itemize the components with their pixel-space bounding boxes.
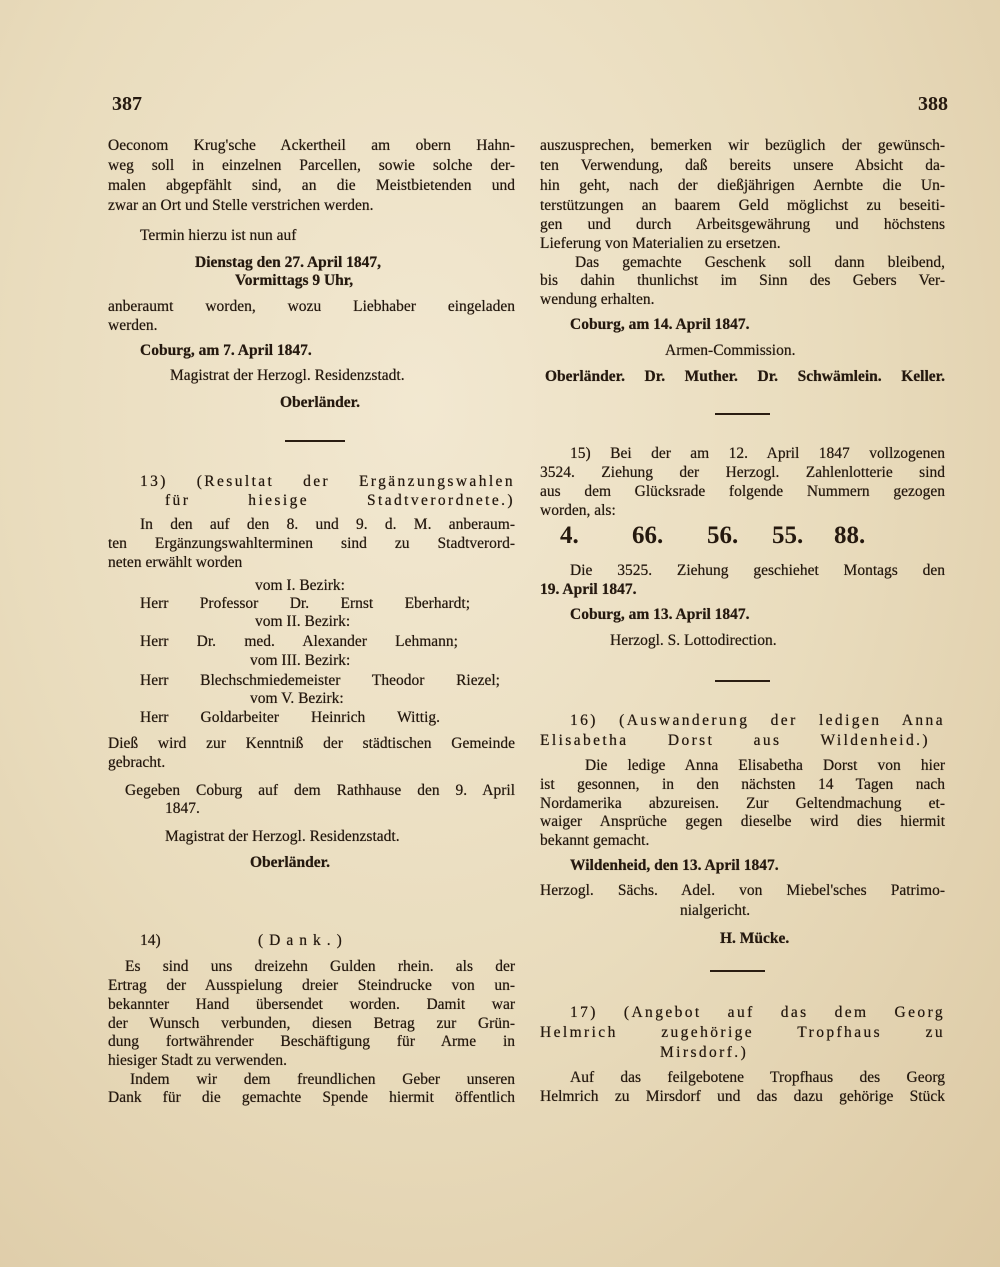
- section-number: 14): [140, 932, 161, 949]
- notice-text-line: bekannt gemacht.: [540, 832, 650, 849]
- issuer-line: nialgericht.: [680, 902, 751, 919]
- notice-text-line: bekannter Hand übersendet worden. Damit war: [108, 996, 515, 1013]
- section-heading: 13) (Resultat der Ergänzungswahlen: [140, 473, 515, 490]
- dateline: 1847.: [165, 800, 200, 817]
- notice-text-line: dung fortwährender Beschäftigung für Arme in: [108, 1033, 515, 1050]
- elected-member: Herr Dr. med. Alexander Lehmann;: [140, 633, 458, 650]
- elected-member: Herr Goldarbeiter Heinrich Wittig.: [140, 709, 440, 726]
- section-heading: 15) Bei der am 12. April 1847 vollzogenen: [570, 445, 945, 462]
- notice-text-line: Die ledige Anna Elisabetha Dorst von hier: [585, 757, 945, 774]
- section-heading: 17) (Angebot auf das dem Georg: [570, 1004, 945, 1021]
- signature: H. Mücke.: [720, 930, 790, 947]
- notice-text-line: Helmrich zu Mirsdorf und das dazu gehörige Stück: [540, 1088, 945, 1105]
- notice-text-line: Es sind uns dreizehn Gulden rhein. als der: [125, 958, 515, 975]
- district-label: vom V. Bezirk:: [250, 690, 344, 707]
- signature: Oberländer.: [280, 394, 360, 411]
- issuer-line: Magistrat der Herzogl. Residenzstadt.: [165, 828, 400, 845]
- notice-text-line: worden, als:: [540, 502, 616, 519]
- notice-text-line: bis dahin thunlichst im Sinn des Gebers Ver-: [540, 272, 945, 289]
- notice-text-line: ten Verwendung, daß bereits unsere Absicht da-: [540, 157, 945, 174]
- notice-text-line: anberaumt worden, wozu Liebhaber eingeladen: [108, 298, 515, 315]
- notice-text-line: weg soll in einzelnen Parcellen, sowie solche der-: [108, 157, 515, 174]
- lottery-number: 55.: [772, 522, 804, 549]
- notice-text-line: Die 3525. Ziehung geschiehet Montags den: [570, 562, 945, 579]
- section-heading: Helmrich zugehörige Tropfhaus zu: [540, 1024, 945, 1041]
- section-separator: [715, 680, 770, 682]
- notice-text-line: Lieferung von Materialien zu ersetzen.: [540, 235, 781, 252]
- section-separator: [285, 440, 345, 442]
- signature: Oberländer.: [250, 854, 330, 871]
- notice-text-line: der Wunsch verbunden, diesen Betrag zur Grün-: [108, 1015, 515, 1032]
- section-heading: für hiesige Stadtverordnete.): [165, 492, 515, 509]
- notice-text-line: 3524. Ziehung der Herzogl. Zahlenlotterie sind: [540, 464, 945, 481]
- section-heading: 16) (Auswanderung der ledigen Anna: [570, 712, 945, 729]
- notice-text-line: waiger Ansprüche gegen dieselbe wird dies hiermit: [540, 813, 945, 830]
- dateline: Coburg, am 14. April 1847.: [570, 316, 750, 333]
- notice-text-line: Indem wir dem freundlichen Geber unseren: [130, 1071, 515, 1088]
- lottery-number: 66.: [632, 522, 664, 549]
- notice-text-line: auszusprechen, bemerken wir bezüglich der gewünsch-: [540, 137, 945, 154]
- notice-text-line: werden.: [108, 317, 158, 334]
- section-separator: [710, 970, 765, 972]
- section-separator: [715, 413, 770, 415]
- notice-text-line: In den auf den 8. und 9. d. M. anberaum-: [140, 516, 515, 533]
- issuer-line: Armen-Commission.: [665, 342, 796, 359]
- section-heading: (Dank.): [258, 932, 348, 949]
- notice-text-line: terstützungen an baarem Geld möglichst zu beseiti-: [540, 197, 945, 214]
- district-label: vom I. Bezirk:: [255, 577, 345, 594]
- appointment-date: Dienstag den 27. April 1847,: [195, 254, 382, 271]
- appointment-time: Vormittags 9 Uhr,: [235, 272, 354, 289]
- issuer-line: Herzogl. Sächs. Adel. von Miebel'sches Patrimo-: [540, 882, 945, 899]
- notice-text-line: Das gemachte Geschenk soll dann bleibend,: [575, 254, 945, 271]
- notice-text-line: neten erwählt worden: [108, 554, 243, 571]
- lottery-number: 56.: [707, 522, 739, 549]
- page-number-left: 387: [112, 93, 142, 115]
- notice-text-line: Dank für die gemachte Spende hiermit öffentlich: [108, 1089, 515, 1106]
- notice-text-line: hiesiger Stadt zu verwenden.: [108, 1052, 288, 1069]
- notice-text-line: Termin hierzu ist nun auf: [140, 227, 297, 244]
- district-label: vom II. Bezirk:: [255, 613, 351, 630]
- dateline: Gegeben Coburg auf dem Rathhause den 9. April: [125, 782, 515, 799]
- notice-text-line: gen und durch Arbeitsgewährung und höchstens: [540, 216, 945, 233]
- notice-text-line: ten Ergänzungswahlterminen sind zu Stadtverord-: [108, 535, 515, 552]
- notice-text-line: Nordamerika abzureisen. Zur Geltendmachung et-: [540, 795, 945, 812]
- notice-text-line: ist gesonnen, in den nächsten 14 Tagen nach: [540, 776, 945, 793]
- dateline: Coburg, am 7. April 1847.: [140, 342, 312, 359]
- notice-text-line: gebracht.: [108, 754, 166, 771]
- notice-text-line: 19. April 1847.: [540, 581, 637, 598]
- dateline: Wildenheid, den 13. April 1847.: [570, 857, 779, 874]
- dateline: Coburg, am 13. April 1847.: [570, 606, 750, 623]
- notice-text-line: Dieß wird zur Kenntniß der städtischen Gemeinde: [108, 735, 515, 752]
- notice-text-line: wendung erhalten.: [540, 291, 655, 308]
- notice-text-line: hin geht, nach der dießjährigen Aernbte die Un-: [540, 177, 945, 194]
- issuer-line: Herzogl. S. Lottodirection.: [610, 632, 777, 649]
- district-label: vom III. Bezirk:: [250, 652, 351, 669]
- elected-member: Herr Blechschmiedemeister Theodor Riezel;: [140, 672, 500, 689]
- page-number-right: 388: [918, 93, 948, 115]
- section-heading: Mirsdorf.): [660, 1044, 749, 1061]
- notice-text-line: Ertrag der Ausspielung dreier Steindrucke von un-: [108, 977, 515, 994]
- issuer-line: Magistrat der Herzogl. Residenzstadt.: [170, 367, 405, 384]
- notice-text-line: aus dem Glücksrade folgende Nummern gezogen: [540, 483, 945, 500]
- signature: Oberländer. Dr. Muther. Dr. Schwämlein. Keller.: [545, 368, 945, 385]
- notice-text-line: Auf das feilgebotene Tropfhaus des Georg: [570, 1069, 945, 1086]
- lottery-number: 4.: [560, 522, 579, 549]
- notice-text-line: malen abgepfählt sind, an die Meistbietenden und: [108, 177, 515, 194]
- lottery-number: 88.: [834, 522, 866, 549]
- elected-member: Herr Professor Dr. Ernst Eberhardt;: [140, 595, 470, 612]
- notice-text-line: Oeconom Krug'sche Ackertheil am obern Hahn-: [108, 137, 515, 154]
- notice-text-line: zwar an Ort und Stelle verstrichen werden.: [108, 197, 374, 214]
- section-heading: Elisabetha Dorst aus Wildenheid.): [540, 732, 930, 749]
